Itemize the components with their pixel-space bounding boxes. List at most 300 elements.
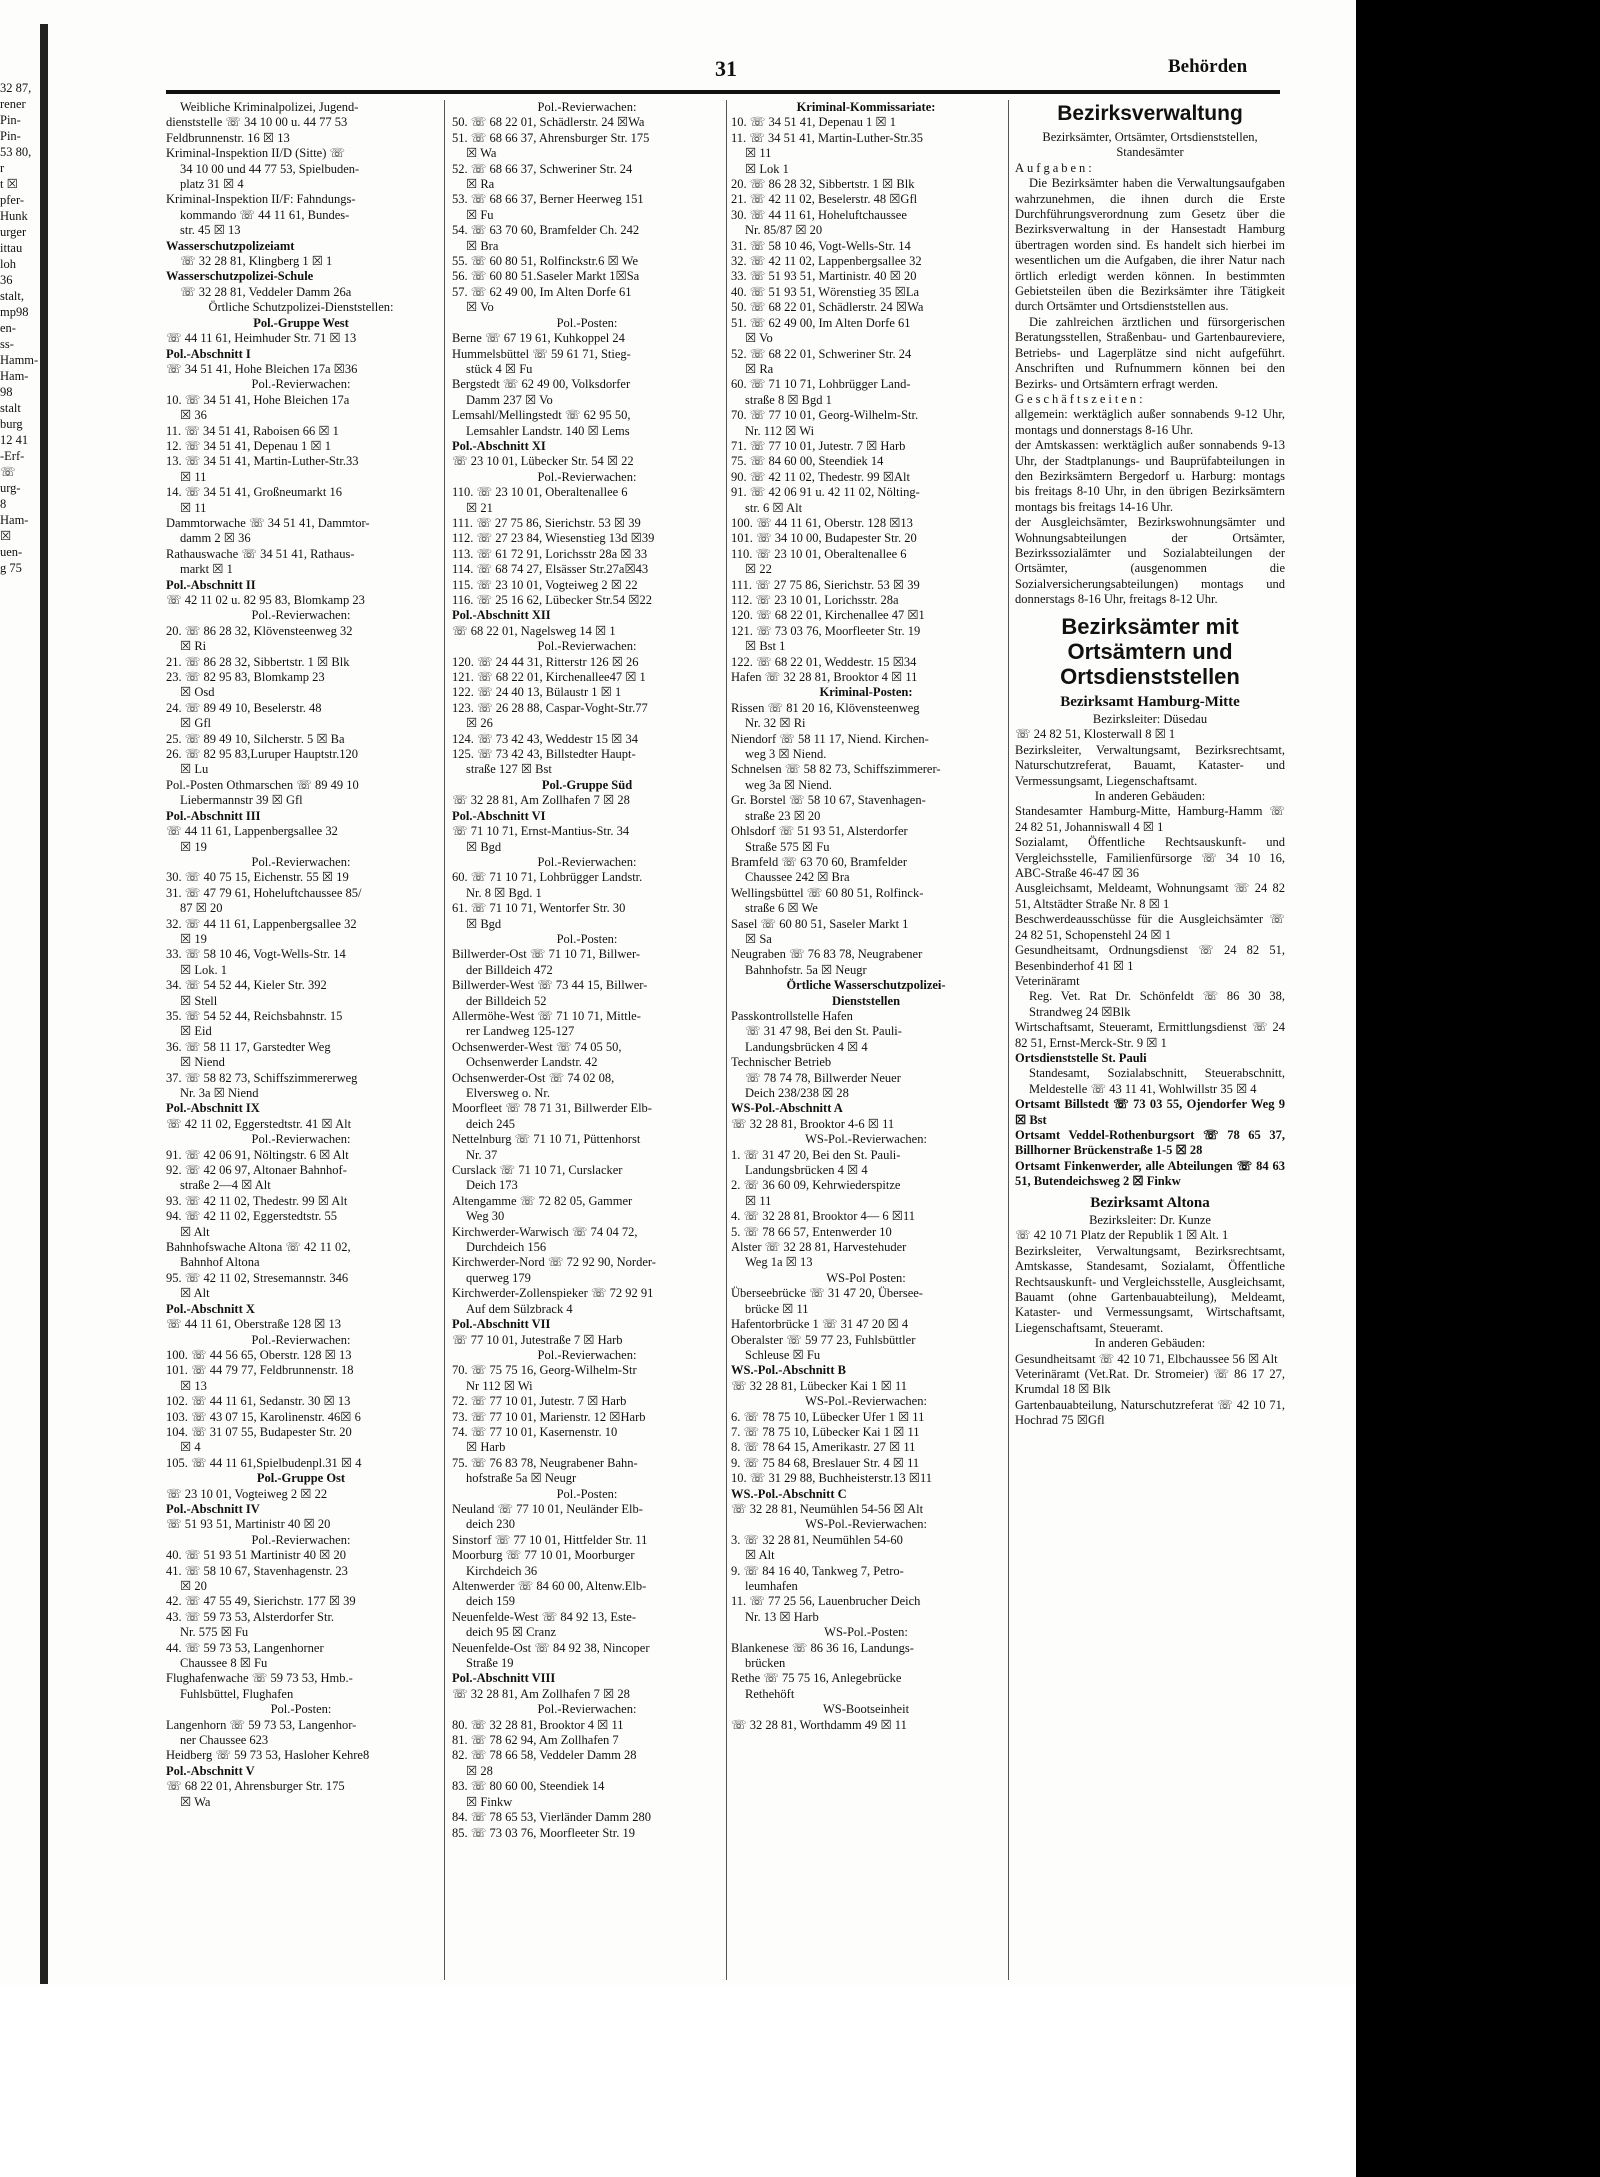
directory-entry-line: ☒ Alt (745, 1548, 775, 1563)
directory-entry-line: Pol.-Abschnitt XII (452, 608, 551, 623)
column-3 (731, 100, 1001, 1980)
directory-entry-line: der Billdeich 52 (466, 993, 547, 1008)
entry-heading: Bezirksamt Hamburg-Mitte (1060, 693, 1240, 710)
entry-line: Standesamter Hamburg-Mitte, Hamburg-Hamm ☏ 24 82 51, Johanniswall 4 ☒ 1 (1015, 804, 1285, 834)
directory-entry-line: 21. ☏ 86 28 32, Sibbertstr. 1 ☒ Blk (166, 654, 350, 669)
directory-entry-line: Billwerder-West ☏ 73 44 15, Billwer- (452, 978, 648, 993)
subheading: Aufgaben: (1015, 160, 1095, 175)
directory-entry-line: 110. ☏ 23 10 01, Oberaltenallee 6 (452, 485, 628, 500)
directory-entry-line: ☒ Alt (180, 1224, 210, 1239)
column-4 (1015, 100, 1285, 1980)
directory-entry-line: 20. ☏ 86 28 32, Klövensteenweg 32 (166, 623, 353, 638)
directory-entry-line: 50. ☏ 68 22 01, Schädlerstr. 24 ☒Wa (452, 115, 645, 130)
directory-entry-line: Damm 237 ☒ Vo (466, 392, 553, 407)
directory-entry-line: 75. ☏ 84 60 00, Steendiek 14 (731, 454, 884, 469)
directory-entry-line: ☒ 19 (180, 931, 207, 946)
directory-entry-line: 104. ☏ 31 07 55, Budapester Str. 20 (166, 1424, 352, 1439)
directory-entry-line: Kriminal-Kommissariate: (796, 100, 936, 114)
directory-entry-line: Pol.-Revierwachen: (537, 1702, 637, 1717)
entry-line: Ortsamt Billstedt ☏ 73 03 55, Ojendorfer Weg 9 ☒ Bst (1015, 1097, 1285, 1127)
directory-entry-line: stück 4 ☒ Fu (466, 361, 533, 376)
directory-entry-line: ☏ 42 11 02 u. 82 95 83, Blomkamp 23 (166, 593, 365, 607)
directory-entry-line: deich 245 (466, 1116, 515, 1131)
directory-entry-line: 24. ☏ 89 49 10, Beselerstr. 48 (166, 700, 322, 715)
directory-entry-line: 2. ☏ 36 60 09, Kehrwiederspitze (731, 1178, 901, 1193)
directory-entry-line: Pol.-Gruppe West (253, 315, 349, 330)
directory-entry-line: ☏ 68 22 01, Nagelsweg 14 ☒ 1 (452, 623, 616, 638)
directory-entry-line: ☏ 32 28 81, Am Zollhafen 7 ☒ 28 (452, 1686, 630, 1701)
directory-entry-line: 9. ☏ 84 16 40, Tankweg 7, Petro- (731, 1563, 904, 1578)
directory-entry-line: Altenwerder ☏ 84 60 00, Altenw.Elb- (452, 1579, 647, 1593)
directory-entry-line: ☒ Fu (466, 207, 494, 222)
paragraph: der Ausgleichsämter, Bezirkswohnungsämter und Wohnungsabteilungen der Ortsämter, Bezirkssozialämter und Sozialabteilungen der Ortsämter, (ausgenommen die Sozialversicherungsabteilungen) montags und donnerstags 8-16 Uhr, freitags 8-12 Uhr. (1015, 515, 1285, 607)
column-divider (444, 100, 445, 1980)
directory-entry-line: Flughafenwache ☏ 59 73 53, Hmb.- (166, 1671, 353, 1686)
directory-entry-line: Neugraben ☏ 76 83 78, Neugrabener (731, 947, 923, 962)
directory-entry-line: WS.-Pol.-Abschnitt C (731, 1486, 847, 1501)
directory-entry-line: 90. ☏ 42 11 02, Thedestr. 99 ☒Alt (731, 469, 910, 484)
directory-entry-line: Pol.-Abschnitt VI (452, 808, 546, 823)
directory-entry-line: Nr. 3a ☒ Niend (180, 1086, 259, 1100)
directory-entry-line: straße 8 ☒ Bgd 1 (745, 392, 832, 407)
entry-line: Ausgleichsamt, Meldeamt, Wohnungsamt ☏ 24 82 51, Altstädter Straße Nr. 8 ☒ 1 (1015, 881, 1285, 911)
directory-entry-line: Weg 1a ☒ 13 (745, 1255, 813, 1270)
entry-line: Ortsamt Veddel-Rothenburgsort ☏ 78 65 37, Billhorner Brückenstraße 1-5 ☒ 28 (1015, 1127, 1285, 1158)
directory-entry-line: Liebermannstr 39 ☒ Gfl (180, 793, 303, 808)
directory-entry-line: ☒ 21 (466, 500, 493, 515)
directory-entry-line: 5. ☏ 78 66 57, Entenwerder 10 (731, 1224, 892, 1239)
gutter-fragment: urger (0, 225, 27, 239)
directory-entry-line: 123. ☏ 26 28 88, Caspar-Voght-Str.77 (452, 700, 648, 715)
directory-entry-line: Nr. 575 ☒ Fu (180, 1625, 249, 1640)
directory-entry-line: 1. ☏ 31 47 20, Bei den St. Pauli- (731, 1147, 901, 1162)
subheading: Geschäftszeiten: (1015, 391, 1146, 406)
directory-entry-line: straße 23 ☒ 20 (745, 808, 821, 823)
directory-entry-line: 11. ☏ 34 51 41, Raboisen 66 ☒ 1 (166, 423, 339, 438)
directory-entry-line: 35. ☏ 54 52 44, Reichsbahnstr. 15 (166, 1008, 343, 1023)
directory-entry-line: straße 127 ☒ Bst (466, 762, 552, 777)
directory-entry-line: Wasserschutzpolizeiamt (166, 238, 295, 253)
gutter-fragment: 53 80, (0, 145, 32, 159)
directory-entry-line: ☒ Bgd (466, 839, 502, 854)
directory-entry-line: ☒ 26 (466, 716, 493, 731)
directory-entry-line: 73. ☏ 77 10 01, Marienstr. 12 ☒Harb (452, 1409, 646, 1424)
directory-entry-line: straße 2—4 ☒ Alt (180, 1178, 271, 1193)
directory-entry-line: 92. ☏ 42 06 97, Altonaer Bahnhof- (166, 1163, 347, 1178)
directory-entry-line: ☒ Ra (466, 177, 495, 192)
directory-entry-line: Heidberg ☏ 59 73 53, Hasloher Kehre8 (166, 1748, 370, 1763)
directory-entry-line: ☒ 4 (180, 1440, 201, 1455)
directory-entry-line: Passkontrollstelle Hafen (731, 1008, 853, 1023)
directory-entry-line: 51. ☏ 62 49 00, Im Alten Dorfe 61 (731, 315, 911, 330)
gutter-fragment: ☒ (0, 529, 12, 543)
directory-entry-line: ☏ 32 28 81, Brooktor 4-6 ☒ 11 (731, 1116, 895, 1131)
entry-line: Bezirksleiter: Düsedau (1092, 712, 1208, 726)
directory-entry-line: Pol.-Revierwachen: (537, 100, 637, 114)
directory-entry-line: ☏ 44 11 61, Heimhuder Str. 71 ☒ 13 (166, 331, 357, 346)
directory-entry-line: 21. ☏ 42 11 02, Beselerstr. 48 ☒Gfl (731, 192, 918, 207)
directory-entry-line: Schnelsen ☏ 58 82 73, Schiffszimmerer- (731, 762, 941, 777)
directory-entry-line: 70. ☏ 75 75 16, Georg-Wilhelm-Str (452, 1363, 637, 1378)
directory-entry-line: ☒ Vo (466, 300, 494, 315)
directory-entry-line: 3. ☏ 32 28 81, Neumühlen 54-60 (731, 1532, 903, 1547)
directory-entry-line: ☒ Vo (745, 331, 773, 346)
entry-line: Reg. Vet. Rat Dr. Schönfeldt ☏ 86 30 38, Strandweg 24 ☒Blk (1029, 989, 1285, 1019)
entry-line: Veterinäramt (Vet.Rat. Dr. Stromeier) ☏ 86 17 27, Krumdal 18 ☒ Blk (1015, 1367, 1285, 1397)
directory-entry-line: Kirchwerder-Nord ☏ 72 92 90, Norder- (452, 1255, 656, 1270)
directory-entry-line: 95. ☏ 42 11 02, Stresemannstr. 346 (166, 1270, 349, 1285)
directory-entry-line: ☒ Eid (180, 1024, 212, 1039)
gutter-fragment: Hamm- (0, 353, 39, 367)
directory-entry-line: 53. ☏ 68 66 37, Berner Heerweg 151 (452, 192, 644, 207)
gutter-fragment: mp98 (0, 305, 29, 319)
directory-entry-line: 33. ☏ 51 93 51, Martinistr. 40 ☒ 20 (731, 269, 917, 284)
gutter-fragment: r (0, 161, 5, 175)
directory-entry-line: Altengamme ☏ 72 82 05, Gammer (452, 1193, 633, 1208)
directory-entry-line: 87 ☒ 20 (180, 901, 223, 916)
directory-entry-line: ☏ 78 74 78, Billwerder Neuer (745, 1070, 901, 1085)
directory-entry-line: Rathauswache ☏ 34 51 41, Rathaus- (166, 546, 355, 561)
directory-entry-line: deich 230 (466, 1517, 515, 1532)
directory-entry-line: brücken (745, 1656, 786, 1671)
directory-entry-line: Kriminal-Inspektion II/F: Fahndungs- (166, 192, 356, 207)
directory-entry-line: Ohlsdorf ☏ 51 93 51, Alsterdorfer (731, 824, 908, 839)
directory-entry-line: Örtliche Wasserschutzpolizei- (786, 978, 946, 993)
directory-entry-line: 124. ☏ 73 42 43, Weddestr 15 ☒ 34 (452, 731, 639, 746)
directory-entry-line: ☒ Gfl (180, 716, 211, 731)
directory-entry-line: 25. ☏ 89 49 10, Silcherstr. 5 ☒ Ba (166, 731, 345, 746)
directory-entry-line: Deich 238/238 ☒ 28 (745, 1086, 849, 1100)
directory-entry-line: Pol.-Abschnitt XI (452, 438, 546, 453)
directory-entry-line: 60. ☏ 71 10 71, Lohbrügger Landstr. (452, 870, 643, 885)
directory-entry-line: 101. ☏ 44 79 77, Feldbrunnenstr. 18 (166, 1363, 354, 1378)
directory-entry-line: Chaussee 8 ☒ Fu (180, 1656, 268, 1671)
directory-entry-line: WS-Bootseinheit (822, 1702, 910, 1717)
directory-entry-line: 10. ☏ 31 29 88, Buchheisterstr.13 ☒11 (731, 1471, 933, 1486)
gutter-fragment: stalt, (0, 289, 24, 303)
directory-entry-line: 80. ☏ 32 28 81, Brooktor 4 ☒ 11 (452, 1717, 624, 1732)
directory-entry-line: ☒ Bgd (466, 916, 502, 931)
directory-entry-line: WS-Pol.-Abschnitt A (731, 1101, 843, 1116)
directory-entry-line: 14. ☏ 34 51 41, Großneumarkt 16 (166, 485, 343, 500)
directory-entry-line: ☏ 77 10 01, Jutestraße 7 ☒ Harb (452, 1332, 623, 1347)
directory-entry-line: ☒ Alt (180, 1286, 210, 1301)
gutter-fragment: en- (0, 321, 16, 335)
entry-line: Wirtschaftsamt, Steueramt, Ermittlungsdienst ☏ 24 82 51, Ernst-Merck-Str. 9 ☒ 1 (1015, 1020, 1285, 1050)
directory-entry-line: Hafentorbrücke 1 ☏ 31 47 20 ☒ 4 (731, 1317, 909, 1332)
directory-entry-line: 36. ☏ 58 11 17, Garstedter Weg (166, 1039, 331, 1054)
directory-entry-line: ☏ 32 28 81, Klingberg 1 ☒ 1 (180, 254, 333, 269)
directory-entry-line: ☒ Wa (466, 146, 497, 161)
section-title: Bezirksämter mit Ortsämtern und Ortsdienststellen (1060, 613, 1240, 689)
directory-entry-line: Feldbrunnenstr. 16 ☒ 13 (166, 130, 290, 145)
directory-entry-line: Pol.-Abschnitt V (166, 1763, 255, 1778)
directory-entry-line: 71. ☏ 77 10 01, Jutestr. 7 ☒ Harb (731, 438, 906, 453)
directory-entry-line: Hafen ☏ 32 28 81, Brooktor 4 ☒ 11 (731, 670, 918, 685)
directory-entry-line: ☒ 19 (180, 839, 207, 854)
directory-entry-line: ☒ Osd (180, 685, 215, 700)
directory-entry-line: 74. ☏ 77 10 01, Kasernenstr. 10 (452, 1424, 618, 1439)
directory-entry-line: Pol.-Abschnitt I (166, 346, 251, 361)
directory-entry-line: ☒ Bst 1 (745, 639, 786, 654)
directory-entry-line: leumhafen (745, 1579, 798, 1593)
directory-entry-line: Örtliche Schutzpolizei-Dienststellen: (208, 300, 394, 315)
directory-entry-line: ☒ 22 (745, 562, 772, 577)
directory-entry-line: 101. ☏ 34 10 00, Budapester Str. 20 (731, 531, 917, 546)
directory-entry-line: Blankenese ☏ 86 36 16, Landungs- (731, 1640, 914, 1655)
directory-entry-line: Weibliche Kriminalpolizei, Jugend- (180, 100, 359, 114)
directory-entry-line: 40. ☏ 51 93 51, Wörenstieg 35 ☒La (731, 284, 920, 299)
directory-entry-line: ☒ Finkw (466, 1794, 513, 1809)
directory-entry-line: Dammtorwache ☏ 34 51 41, Dammtor- (166, 515, 370, 530)
gutter-fragment: ☏ (0, 465, 16, 479)
directory-entry-line: 94. ☏ 42 11 02, Eggerstedtstr. 55 (166, 1209, 338, 1224)
directory-entry-line: Dienststellen (831, 993, 901, 1008)
directory-entry-line: Pol.-Abschnitt II (166, 577, 256, 592)
column-divider (726, 100, 727, 1980)
section-title: Bezirksverwaltung (1057, 102, 1243, 125)
directory-entry-line: Pol.-Revierwachen: (251, 1532, 351, 1547)
directory-entry-line: ☏ 23 10 01, Lübecker Str. 54 ☒ 22 (452, 454, 634, 469)
directory-entry-line: 42. ☏ 47 55 49, Sierichstr. 177 ☒ 39 (166, 1594, 356, 1609)
directory-entry-line: Auf dem Sülzbrack 4 (466, 1301, 573, 1316)
directory-entry-line: Weg 30 (466, 1209, 505, 1224)
directory-entry-line: Pol.-Revierwachen: (251, 854, 351, 869)
directory-entry-line: 85. ☏ 73 03 76, Moorfleeter Str. 19 (452, 1825, 635, 1840)
directory-entry-line: 40. ☏ 51 93 51 Martinistr 40 ☒ 20 (166, 1548, 346, 1563)
gutter-fragment: 12 41 (0, 433, 29, 447)
directory-entry-line: str. 45 ☒ 13 (180, 223, 241, 238)
directory-entry-line: ☏ 32 28 81, Worthdamm 49 ☒ 11 (731, 1717, 907, 1732)
directory-entry-line: 103. ☏ 43 07 15, Karolinenstr. 46☒ 6 (166, 1409, 361, 1424)
directory-entry-line: ☒ Bra (466, 238, 499, 253)
directory-entry-line: Landungsbrücken 4 ☒ 4 (745, 1163, 868, 1178)
directory-entry-line: Pol.-Gruppe Ost (256, 1471, 346, 1486)
directory-entry-line: 111. ☏ 27 75 86, Sierichstr. 53 ☒ 39 (452, 515, 641, 530)
gutter-fragment: Ham- (0, 513, 29, 527)
directory-entry-line: Wasserschutzpolizei-Schule (166, 269, 314, 284)
directory-entry-line: ☒ 11 (180, 500, 207, 515)
column-divider (1008, 100, 1009, 1980)
gutter-fragment: -Erf- (0, 449, 25, 463)
directory-entry-line: deich 159 (466, 1594, 515, 1609)
entry-line: Sozialamt, Öffentliche Rechtsauskunft- und Vergleichsstelle, Familienfürsorge ☏ 34 10 16, ABC-Straße 46-47 ☒ 36 (1015, 835, 1285, 881)
gutter-fragment: Hunk (0, 209, 28, 223)
directory-entry-line: ☏ 32 28 81, Veddeler Damm 26a (180, 284, 352, 299)
directory-entry-line: Sasel ☏ 60 80 51, Saseler Markt 1 (731, 916, 909, 931)
directory-entry-line: 70. ☏ 77 10 01, Georg-Wilhelm-Str. (731, 408, 919, 423)
directory-entry-line: 43. ☏ 59 73 53, Alsterdorfer Str. (166, 1609, 335, 1624)
directory-entry-line: Nr. 8 ☒ Bgd. 1 (466, 885, 542, 900)
entry-line: Beschwerdeausschüsse für die Ausgleichsämter ☏ 24 82 51, Schopenstehl 24 ☒ 1 (1015, 912, 1285, 942)
directory-entry-line: ☏ 71 10 71, Ernst-Mantius-Str. 34 (452, 824, 630, 839)
directory-entry-line: Nr. 13 ☒ Harb (745, 1609, 819, 1624)
directory-entry-line: Pol.-Abschnitt IX (166, 1101, 260, 1116)
scan-margin (1356, 0, 1600, 2177)
directory-entry-line: ☒ 20 (180, 1579, 207, 1593)
directory-entry-line: Pol.-Revierwachen: (537, 639, 637, 654)
directory-entry-line: 115. ☏ 23 10 01, Vogteiweg 2 ☒ 22 (452, 577, 638, 592)
directory-entry-line: 122. ☏ 24 40 13, Bülaustr 1 ☒ 1 (452, 685, 622, 700)
directory-entry-line: Nettelnburg ☏ 71 10 71, Püttenhorst (452, 1132, 641, 1147)
directory-entry-line: markt ☒ 1 (180, 562, 233, 577)
directory-entry-line: Straße 19 (466, 1656, 514, 1671)
directory-entry-line: 6. ☏ 78 75 10, Lübecker Ufer 1 ☒ 11 (731, 1409, 925, 1424)
directory-entry-line: der Billdeich 472 (466, 962, 553, 977)
directory-entry-line: Deich 173 (466, 1178, 518, 1193)
directory-entry-line: 30. ☏ 40 75 15, Eichenstr. 55 ☒ 19 (166, 870, 349, 885)
gutter-fragment: urg- (0, 481, 21, 495)
paragraph: der Amtskassen: werktäglich außer sonnabends 9-13 Uhr, der Stadtplanungs- und Bauprüfabteilungen in den Bezirksämtern Bergedorf u. Harburg: montags bis freitags 8-10 Uhr, in den übrigen Bezirksämtern montags bis freitags 14-16 Uhr. (1015, 438, 1285, 514)
directory-entry-line: 34 10 00 und 44 77 53, Spielbuden- (180, 161, 360, 176)
entry-line: Ortsamt Finkenwerder, alle Abteilungen ☏ 84 63 51, Butendeichsweg 2 ☒ Finkw (1015, 1158, 1285, 1189)
directory-entry-line: 113. ☏ 61 72 91, Lorichsstr 28a ☒ 33 (452, 546, 648, 561)
paragraph: Die Bezirksämter haben die Verwaltungsaufgaben wahrzunehmen, die ihnen durch die Erste Durchführungsverordnung zum Gesetz über die Bezirksverwaltung in der Hansestadt Hamburg übertragen worden sind. Es handelt sich hierbei im wesentlichen um die Aufgaben, die ihrer Natur nach örtlich erledigt werden können. In bestimmten Gebietsteilen üben die Bezirksämter ihre Tätigkeit durch Ortsämter und Ortsdienststellen aus. (1015, 176, 1285, 314)
gutter-fragment: rener (0, 97, 26, 111)
directory-entry-line: 34. ☏ 54 52 44, Kieler Str. 392 (166, 978, 327, 993)
directory-entry-line: 37. ☏ 58 82 73, Schiffszimmererweg (166, 1070, 358, 1085)
directory-entry-line: Nr 112 ☒ Wi (466, 1378, 533, 1393)
gutter-fragment: Pin- (0, 129, 21, 143)
directory-entry-line: brücke ☒ 11 (745, 1301, 809, 1316)
gutter-fragment: stalt (0, 401, 21, 415)
directory-entry-line: 125. ☏ 73 42 43, Billstedter Haupt- (452, 747, 636, 762)
directory-entry-line: Kirchdeich 36 (466, 1563, 538, 1578)
directory-entry-line: Niendorf ☏ 58 11 17, Niend. Kirchen- (731, 731, 929, 746)
directory-entry-line: ☏ 44 11 61, Lappenbergsallee 32 (166, 824, 338, 839)
directory-entry-line: 60. ☏ 71 10 71, Lohbrügger Land- (731, 377, 911, 392)
directory-entry-line: Bergstedt ☏ 62 49 00, Volksdorfer (452, 377, 631, 392)
directory-entry-line: ☒ Wa (180, 1794, 211, 1809)
directory-entry-line: Pol.-Posten: (556, 931, 618, 946)
gutter-fragment: 32 87, (0, 81, 32, 95)
directory-entry-line: Pol.-Abschnitt X (166, 1301, 255, 1316)
gutter-fragment: 8 (0, 497, 7, 511)
directory-entry-line: 54. ☏ 63 70 60, Bramfelder Ch. 242 (452, 223, 640, 238)
directory-entry-line: Rissen ☏ 81 20 16, Klövensteenweg (731, 700, 920, 715)
directory-entry-line: weg 3a ☒ Niend. (745, 777, 832, 792)
directory-entry-line: 32. ☏ 42 11 02, Lappenbergsallee 32 (731, 254, 922, 269)
directory-entry-line: 72. ☏ 77 10 01, Jutestr. 7 ☒ Harb (452, 1394, 627, 1409)
directory-entry-line: WS-Pol.-Revierwachen: (805, 1394, 927, 1409)
directory-entry-line: Ochsenwerder-Ost ☏ 74 02 08, (452, 1070, 615, 1085)
directory-entry-line: 81. ☏ 78 62 94, Am Zollhafen 7 (452, 1733, 619, 1748)
directory-entry-line: str. 6 ☒ Alt (745, 500, 803, 515)
entry-line: Gartenbauabteilung, Naturschutzreferat ☏ 42 10 71, Hochrad 75 ☒Gfl (1015, 1397, 1285, 1428)
gutter-fragment: uen- (0, 545, 23, 559)
directory-entry-line: rer Landweg 125-127 (466, 1024, 575, 1039)
directory-entry-line: 7. ☏ 78 75 10, Lübecker Kai 1 ☒ 11 (731, 1424, 920, 1439)
entry-line: ☏ 42 10 71 Platz der Republik 1 ☒ Alt. 1 (1015, 1228, 1229, 1243)
directory-entry-line: 122. ☏ 68 22 01, Weddestr. 15 ☒34 (731, 654, 917, 669)
directory-entry-line: 120. ☏ 68 22 01, Kirchenallee 47 ☒1 (731, 608, 925, 623)
directory-entry-line: Kirchwerder-Zollenspieker ☏ 72 92 91 (452, 1286, 654, 1301)
directory-entry-line: Pol.-Revierwachen: (537, 854, 637, 869)
directory-entry-line: 26. ☏ 82 95 83,Luruper Hauptstr.120 (166, 747, 358, 762)
directory-entry-line: Kriminal-Inspektion II/D (Sitte) ☏ (166, 146, 346, 161)
gutter-fragment: t ☒ (0, 177, 18, 191)
directory-entry-line: Bahnhof Altona (180, 1255, 260, 1270)
entry-line: Gesundheitsamt, Ordnungsdienst ☏ 24 82 51, Besenbinderhof 41 ☒ 1 (1015, 943, 1285, 973)
directory-entry-line: Nr. 85/87 ☒ 20 (745, 223, 823, 238)
directory-entry-line: 9. ☏ 75 84 68, Breslauer Str. 4 ☒ 11 (731, 1455, 920, 1470)
directory-entry-line: Berne ☏ 67 19 61, Kuhkoppel 24 (452, 331, 625, 346)
directory-entry-line: Alster ☏ 32 28 81, Harvestehuder (731, 1240, 907, 1255)
directory-entry-line: 55. ☏ 60 80 51, Rolfinckstr.6 ☒ We (452, 254, 639, 269)
directory-entry-line: 41. ☏ 58 10 67, Stavenhagenstr. 23 (166, 1563, 348, 1578)
directory-entry-line: Pol.-Revierwachen: (251, 1132, 351, 1147)
directory-entry-line: straße 6 ☒ We (745, 901, 818, 916)
directory-entry-line: ☒ 28 (466, 1763, 493, 1778)
directory-entry-line: Technischer Betrieb (731, 1055, 832, 1070)
directory-entry-line: 93. ☏ 42 11 02, Thedestr. 99 ☒ Alt (166, 1193, 348, 1208)
directory-entry-line: 83. ☏ 80 60 00, Steendiek 14 (452, 1779, 605, 1794)
directory-entry-line: 44. ☏ 59 73 53, Langenhorner (166, 1640, 324, 1655)
directory-entry-line: Hummelsbüttel ☏ 59 61 71, Stieg- (452, 346, 631, 361)
directory-entry-line: WS.-Pol.-Abschnitt B (731, 1363, 846, 1378)
directory-entry-line: ☏ 51 93 51, Martinistr 40 ☒ 20 (166, 1517, 331, 1532)
directory-entry-line: 30. ☏ 44 11 61, Hoheluftchaussee (731, 207, 907, 222)
header-rule (166, 90, 1280, 94)
directory-entry-line: Pol.-Gruppe Süd (541, 777, 633, 792)
directory-entry-line: 13. ☏ 34 51 41, Martin-Luther-Str.33 (166, 454, 359, 469)
directory-entry-line: Elversweg o. Nr. (466, 1086, 551, 1100)
directory-entry-line: Pol.-Revierwachen: (251, 1332, 351, 1347)
directory-entry-line: querweg 179 (466, 1270, 531, 1285)
directory-entry-line: ☏ 34 51 41, Hohe Bleichen 17a ☒36 (166, 361, 358, 376)
entry-line: Gesundheitsamt ☏ 42 10 71, Elbchaussee 56 ☒ Alt (1015, 1351, 1278, 1366)
directory-entry-line: ☒ 11 (745, 146, 772, 161)
entry-line: ☏ 24 82 51, Klosterwall 8 ☒ 1 (1015, 727, 1176, 742)
directory-entry-line: 31. ☏ 58 10 46, Vogt-Wells-Str. 14 (731, 238, 911, 253)
gutter-fragment: burg (0, 417, 23, 431)
directory-entry-line: Curslack ☏ 71 10 71, Curslacker (452, 1163, 623, 1178)
directory-entry-line: ☏ 32 28 81, Am Zollhafen 7 ☒ 28 (452, 793, 630, 808)
directory-entry-line: Pol.-Posten: (556, 1486, 618, 1501)
column-2 (452, 100, 722, 1980)
directory-entry-line: weg 3 ☒ Niend. (745, 747, 827, 762)
directory-entry-line: Bramfeld ☏ 63 70 60, Bramfelder (731, 854, 908, 869)
directory-entry-line: 11. ☏ 34 51 41, Martin-Luther-Str.35 (731, 130, 923, 145)
directory-entry-line: dienststelle ☏ 34 10 00 u. 44 77 53 (166, 115, 348, 130)
directory-entry-line: ☏ 44 11 61, Oberstraße 128 ☒ 13 (166, 1317, 341, 1332)
directory-entry-line: Moorburg ☏ 77 10 01, Moorburger (452, 1548, 635, 1563)
directory-entry-line: 91. ☏ 42 06 91, Nöltingstr. 6 ☒ Alt (166, 1147, 349, 1162)
directory-entry-line: kommando ☏ 44 11 61, Bundes- (180, 207, 350, 222)
directory-entry-line: 75. ☏ 76 83 78, Neugrabener Bahn- (452, 1455, 638, 1470)
directory-entry-line: Gr. Borstel ☏ 58 10 67, Stavenhagen- (731, 793, 926, 808)
column-1 (166, 100, 436, 1980)
directory-entry-line: 100. ☏ 44 11 61, Oberstr. 128 ☒13 (731, 515, 913, 530)
directory-entry-line: Bahnhofswache Altona ☏ 42 11 02, (166, 1240, 351, 1255)
directory-entry-line: Durchdeich 156 (466, 1240, 547, 1255)
directory-entry-line: Pol.-Abschnitt VII (452, 1317, 551, 1332)
directory-entry-line: Rethehöft (745, 1686, 795, 1701)
directory-entry-line: 52. ☏ 68 22 01, Schweriner Str. 24 (731, 346, 912, 361)
directory-entry-line: ☒ Ra (745, 361, 774, 376)
directory-entry-line: 116. ☏ 25 16 62, Lübecker Str.54 ☒22 (452, 593, 652, 607)
directory-entry-line: ☒ Sa (745, 931, 772, 946)
directory-entry-line: Moorfleet ☏ 78 71 31, Billwerder Elb- (452, 1101, 652, 1116)
directory-entry-line: Pol.-Abschnitt IV (166, 1501, 260, 1516)
entry-line: In anderen Gebäuden: (1094, 1336, 1206, 1351)
directory-entry-line: Kriminal-Posten: (819, 685, 913, 700)
directory-entry-line: 61. ☏ 71 10 71, Wentorfer Str. 30 (452, 901, 626, 916)
directory-entry-line: Pol.-Posten: (556, 315, 618, 330)
directory-entry-line: Nr. 32 ☒ Ri (745, 716, 806, 731)
directory-entry-line: ☒ Ri (180, 639, 207, 654)
directory-entry-line: 114. ☏ 68 74 27, Elsässer Str.27a☒43 (452, 562, 649, 577)
